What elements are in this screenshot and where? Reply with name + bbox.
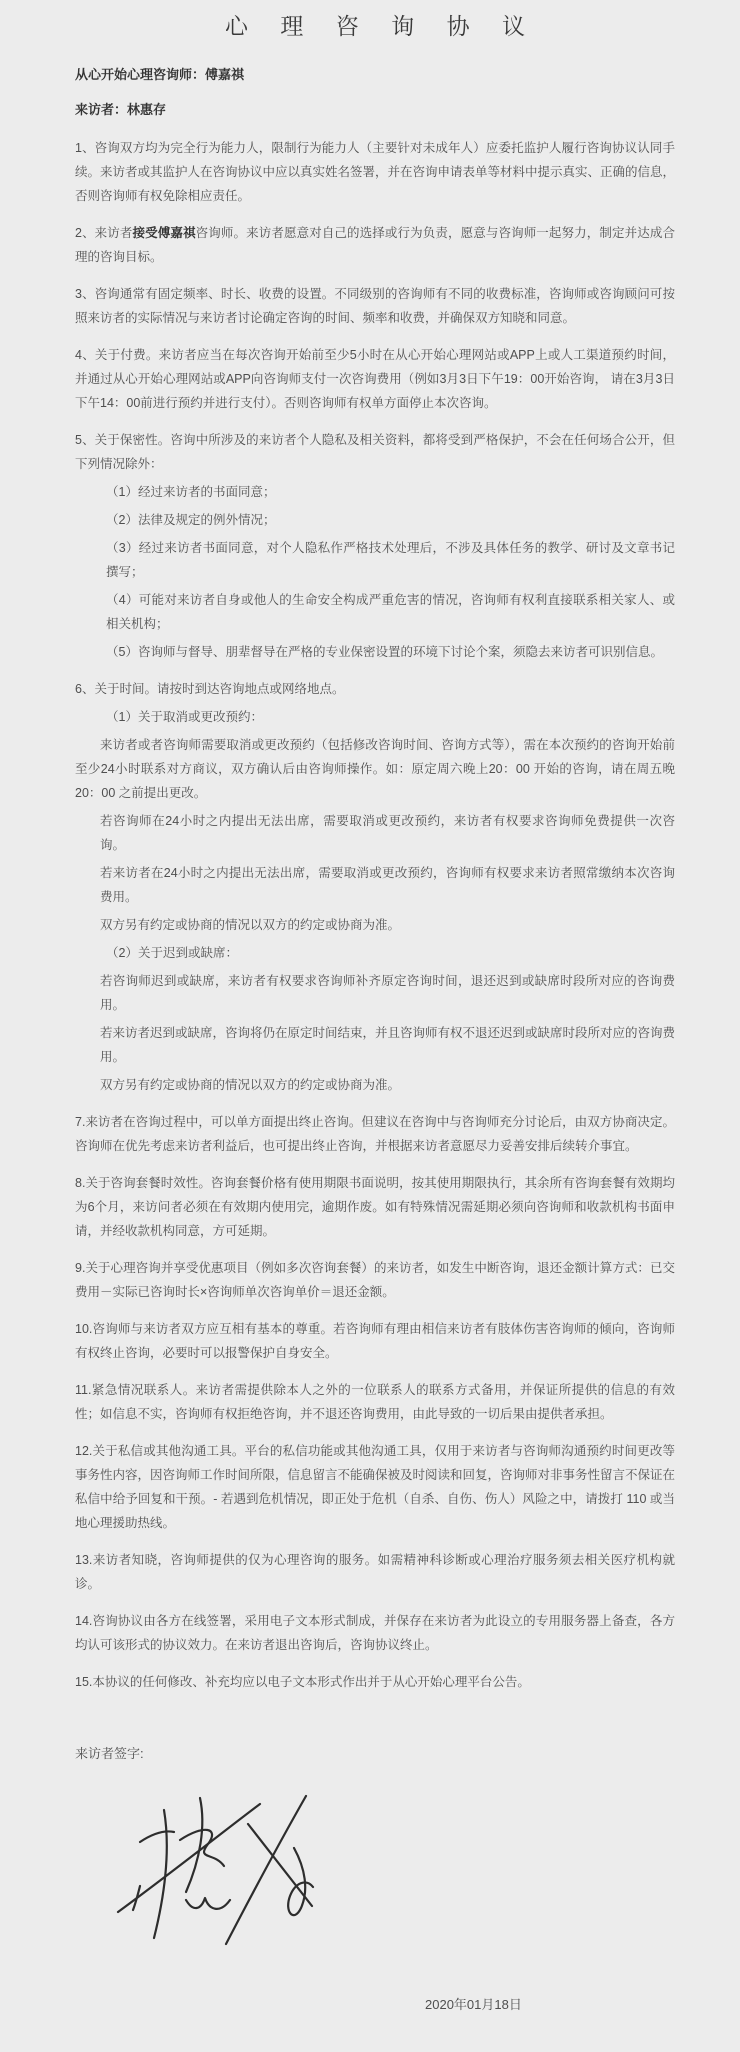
- clause-6-counselor-cancel-line: 若咨询师在24小时之内提出无法出席，需要取消或更改预约，来访者有权要求咨询师免费提供一次咨询。: [100, 814, 675, 852]
- clause-2-prefix: 2、来访者: [75, 226, 133, 240]
- clause-5-item-1: （1）经过来访者的书面同意；: [106, 485, 276, 499]
- clause-12: 12.关于私信或其他沟通工具。平台的私信功能或其他沟通工具，仅用于来访者与咨询师沟通预约时间更改等事务性内容，因咨询师工作时间所限，信息留言不能确保被及时阅读和回复，咨询师对非事务性留言不保证在私信中给予回复和干预。- 若遇到危机情况，即正处于危机（自杀、自伤、伤人）风险之中，请拨打 110 或当地心理援助热线。: [75, 1444, 676, 1530]
- counselor-name-line: 从心开始心理咨询师：傅嘉祺: [75, 67, 245, 82]
- clause-14: 14.咨询协议由各方在线签署，采用电子文本形式制成，并保存在来访者为此设立的专用服务器上备查，各方均认可该形式的协议效力。在来访者退出咨询后，咨询协议终止。: [75, 1614, 675, 1652]
- clause-15: 15.本协议的任何修改、补充均应以电子文本形式作出并于从心开始心理平台公告。: [75, 1675, 530, 1689]
- clause-7: 7.来访者在咨询过程中，可以单方面提出终止咨询。但建议在咨询中与咨询师充分讨论后，由双方协商决定。咨询师在优先考虑来访者利益后，也可提出终止咨询，并根据来访者意愿尽力妥善安排后续转介事宜。: [75, 1115, 675, 1153]
- clause-6-cancel-policy: 来访者或者咨询师需要取消或更改预约（包括修改咨询时间、咨询方式等），需在本次预约的咨询开始前至少24小时联系对方商议，双方确认后由咨询师操作。如：原定周六晚上20：00 开始的咨询，请在周五晚 20：00 之前提出更改。: [75, 738, 675, 800]
- clause-5: 5、关于保密性。咨询中所涉及的来访者个人隐私及相关资料，都将受到严格保护，不会在任何场合公开，但下列情况除外：: [75, 433, 675, 471]
- clause-3: 3、咨询通常有固定频率、时长、收费的设置。不同级别的咨询师有不同的收费标准，咨询师或咨询顾问可按照来访者的实际情况与来访者讨论确定咨询的时间、频率和收费，并确保双方知晓和同意。: [75, 287, 675, 325]
- client-name-line: 来访者：林惠存: [75, 102, 167, 117]
- signed-date: 2020年01月18日: [425, 1997, 522, 2012]
- clause-6-client-cancel-line: 若来访者在24小时之内提出无法出席，需要取消或更改预约，咨询师有权要求来访者照常缴纳本次咨询费用。: [100, 866, 675, 904]
- client-signature-label: 来访者签字:: [75, 1746, 144, 1761]
- clause-6-mutual-agreement-line: 双方另有约定或协商的情况以双方的约定或协商为准。: [100, 918, 401, 932]
- clause-6: 6、关于时间。请按时到达咨询地点或网络地点。: [75, 682, 345, 696]
- clause-11: 11.紧急情况联系人。来访者需提供除本人之外的一位联系人的联系方式备用，并保证所提供的信息的有效性；如信息不实，咨询师有权拒绝咨询，并不退还咨询费用，由此导致的一切后果由提供者承担。: [75, 1383, 675, 1421]
- clause-5-item-2: （2）法律及规定的例外情况；: [106, 513, 276, 527]
- clause-4: 4、关于付费。来访者应当在每次咨询开始前至少5小时在从心开始心理网站或APP上或人工渠道预约时间，并通过从心开始心理网站或APP向咨询师支付一次咨询费用（例如3月3日下午19：00开始咨询， 请在3月3日下午14：00前进行预约并进行支付）。否则咨询师有权单方面停止本次咨询。: [75, 348, 675, 410]
- clause-1: 1、咨询双方均为完全行为能力人，限制行为能力人（主要针对未成年人）应委托监护人履行咨询协议认同手续。来访者或其监护人在咨询协议中应以真实姓名签署，并在咨询申请表单等材料中提示真实、正确的信息，否则咨询师有权免除相应责任。: [75, 141, 676, 203]
- agreement-body: [75, 136, 675, 1694]
- clause-6-client-late-line: 若来访者迟到或缺席，咨询将仍在原定时间结束，并且咨询师有权不退还迟到或缺席时段所对应的咨询费用。: [100, 1026, 676, 1064]
- clause-13: 13.来访者知晓，咨询师提供的仅为心理咨询的服务。如需精神科诊断或心理治疗服务须去相关医疗机构就诊。: [75, 1553, 675, 1591]
- page-title: 心 理 咨 询 协 议: [225, 13, 538, 39]
- clause-8: 8.关于咨询套餐时效性。咨询套餐价格有使用期限书面说明，按其使用期限执行，其余所有咨询套餐有效期均为6个月，来访问者必须在有效期内使用完，逾期作废。如有特殊情况需延期必须向咨询师和收款机构书面申请，并经收款机构同意，方可延期。: [75, 1176, 675, 1238]
- clause-6-item-2: （2）关于迟到或缺席：: [106, 946, 238, 960]
- clause-2-suffix: 咨询师。来访者愿意对自己的选择或行为负责，愿意与咨询师一起努力，制定并达成合理的咨询目标。: [75, 226, 675, 264]
- clause-6-mutual-agreement-line-2: 双方另有约定或协商的情况以双方的约定或协商为准。: [100, 1078, 401, 1092]
- clause-6-counselor-late-line: 若咨询师迟到或缺席，来访者有权要求咨询师补齐原定咨询时间，退还迟到或缺席时段所对应的咨询费用。: [100, 974, 675, 1012]
- clause-5-item-3: （3）经过来访者书面同意，对个人隐私作严格技术处理后，不涉及具体任务的教学、研讨及文章书记撰写；: [106, 541, 675, 579]
- clause-6-item-1: （1）关于取消或更改预约：: [106, 710, 263, 724]
- clause-9: 9.关于心理咨询并享受优惠项目（例如多次咨询套餐）的来访者，如发生中断咨询，退还金额计算方式：已交费用－实际已咨询时长×咨询师单次咨询单价＝退还金额。: [75, 1261, 675, 1299]
- clause-5-item-4: （4）可能对来访者自身或他人的生命安全构成严重危害的情况，咨询师有权利直接联系相关家人、或相关机构；: [106, 593, 675, 631]
- client-signature-image: [110, 1790, 325, 1960]
- clause-2: [75, 221, 675, 269]
- clause-5-item-5: （5）咨询师与督导、朋辈督导在严格的专业保密设置的环境下讨论个案，须隐去来访者可识别信息。: [106, 645, 663, 659]
- clause-2-counselor-name: 接受傅嘉祺: [132, 226, 196, 240]
- signature-section: [75, 1744, 675, 1960]
- clause-10: 10.咨询师与来访者双方应互相有基本的尊重。若咨询师有理由相信来访者有肢体伤害咨询师的倾向，咨询师有权终止咨询，必要时可以报警保护自身安全。: [75, 1322, 675, 1360]
